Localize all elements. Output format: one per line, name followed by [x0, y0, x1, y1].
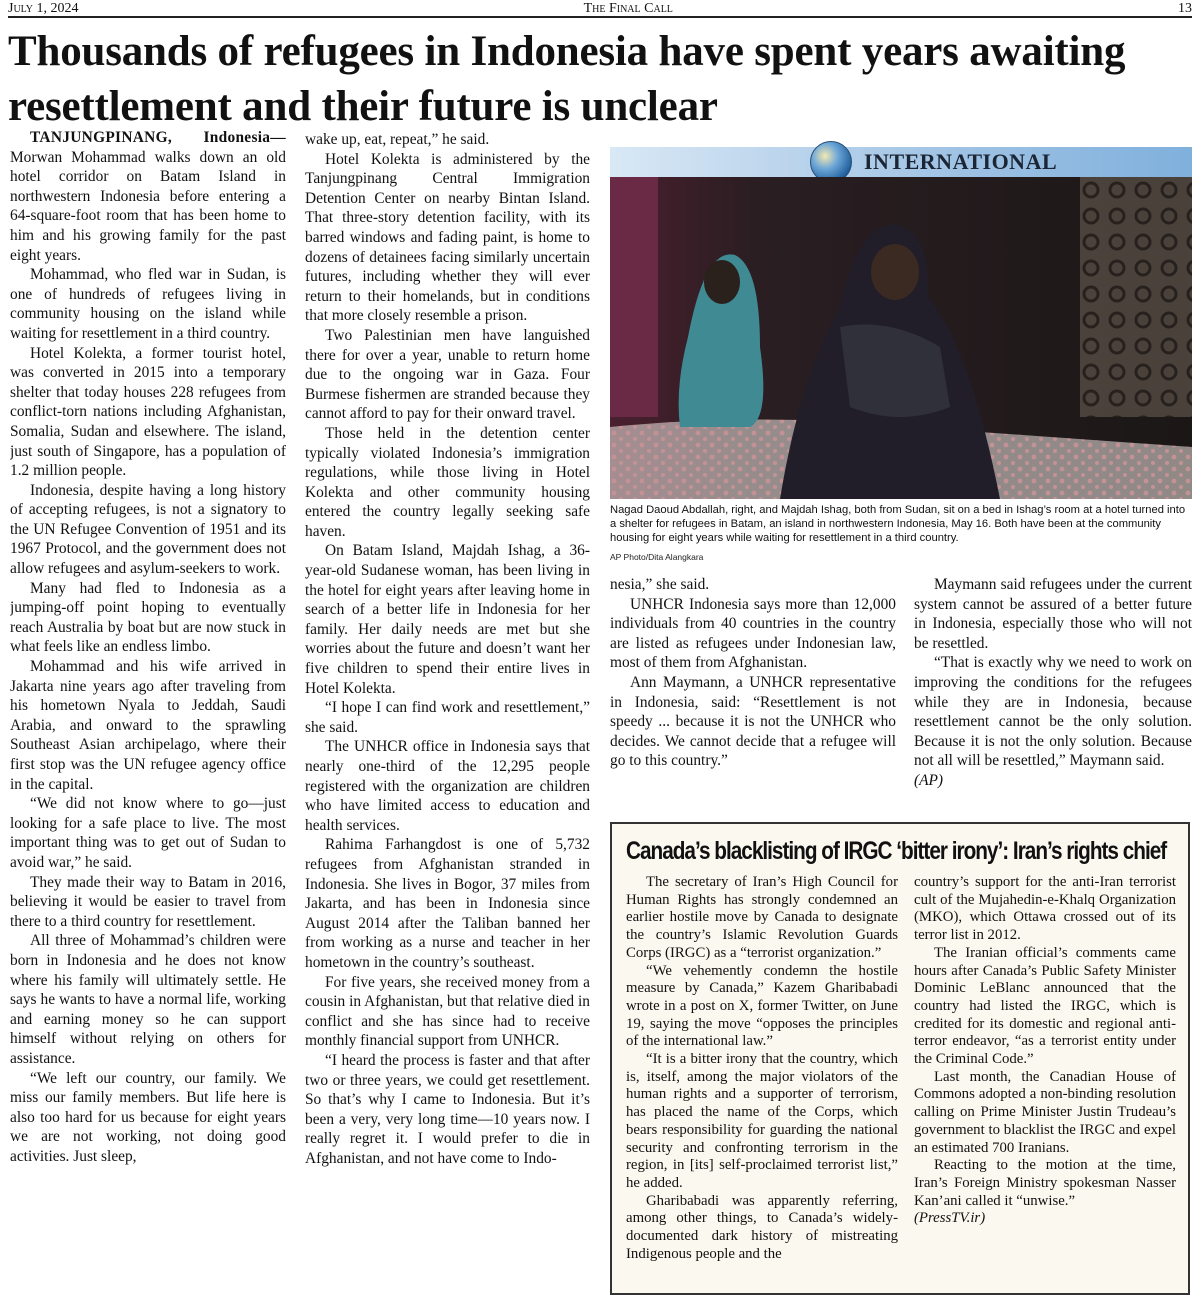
photo-caption: Nagad Daoud Abdallah, right, and Majdah Ishag, both from Sudan, sit on a bed in Ishag’s room at a hotel turned into a shelter for refugees in Batam, an island in northwestern Indonesia, May 16. Both have been at the community housing for eight years while waiting for resettlement in a third country.	[610, 504, 1186, 544]
article-paragraph: Hotel Kolekta is administered by the Tanjungpinang Central Immigration Detention Center on nearby Bintan Island. That three-story detention facility, with its barred windows and fading paint, is home to dozens of detainees facing similarly uncertain futures, including whether they will ever return to their homelands, but in conditions that more closely resemble a prison.	[305, 150, 590, 325]
section-banner	[610, 147, 1192, 177]
main-headline: Thousands of refugees in Indonesia have spent years awaiting resettlement and their future is unclear	[8, 28, 1126, 130]
article-column-3	[610, 575, 896, 815]
article-paragraph: TANJUNGPINANG, Indonesia—Morwan Mohammad walks down an old hotel corridor on Batam Island in northwestern Indonesia before entering a 64-square-foot room that has been home to him and his growing family for the past eight years.	[10, 129, 286, 264]
article-paragraph: Those held in the detention center typically violated Indonesia’s immigration regulations, while those living in Hotel Kolekta and other community housing entered the country legally seeking safe haven.	[305, 424, 590, 540]
article-paragraph: Many had fled to Indonesia as a jumping-off point hoping to eventually reach Australia by boat but are now stuck in what feels like an endless limbo.	[10, 579, 286, 656]
article-paragraph: Maymann said refugees under the current system cannot be assured of a better future in Indonesia, especially those who will not be resettled.	[914, 576, 1192, 652]
sidebar-paragraph: The Iranian official’s comments came hours after Canada’s Public Safety Minister Dominic LeBlanc announced that the country had listed the IRGC, which is credited for its domestic and regional anti-terror endeavor, “as a terrorist entity under the Criminal Code.”	[914, 944, 1176, 1068]
news-photo	[610, 177, 1192, 499]
article-paragraph: For five years, she received money from a cousin in Afghanistan, but that relative died in conflict and she has since had to receive monthly financial support from UNHCR.	[305, 973, 590, 1050]
article-paragraph: “I heard the process is faster and that after two or three years, we could get resettlement. So that’s why I came to Indonesia. But it’s been a very, very long time—10 years now. I really regret it. I would prefer to die in Afghanistan, and not have come to Indo-	[305, 1051, 590, 1167]
sidebar-paragraph: Reacting to the motion at the time, Iran’s Foreign Ministry spokesman Nasser Kan’ani called it “unwise.”	[914, 1157, 1176, 1209]
article-paragraph: “We left our country, our family. We miss our family members. But life here is also too hard for us because for eight years we are not working, not doing good activities. Just sleep,	[10, 1069, 286, 1165]
sidebar-paragraph: Last month, the Canadian House of Commons adopted a non-binding resolution calling on Prime Minister Justin Trudeau’s government to blacklist the IRGC and expel an estimated 700 Iranians.	[914, 1068, 1176, 1156]
sidebar-headline: Canada’s blacklisting of IRGC ‘bitter irony’: Iran’s rights chief	[626, 837, 1167, 865]
dateline: TANJUNGPINANG, Indonesia—	[30, 129, 286, 146]
article-column-1	[10, 128, 286, 1293]
article-paragraph: Indonesia, despite having a long history of accepting refugees, is not a signatory to the UN Refugee Convention of 1951 and its 1967 Protocol, and the government does not allow refugees and asylum-seekers to work.	[10, 481, 286, 578]
article-credit: (AP)	[914, 771, 944, 789]
article-column-4	[914, 575, 1192, 815]
sidebar-story	[610, 822, 1190, 1295]
article-column-2	[305, 130, 590, 1293]
page-number: 13	[1177, 1, 1192, 16]
photo-illustration	[610, 177, 1192, 499]
article-paragraph: Ann Maymann, a UNHCR representative in Indonesia, said: “Resettlement is not speedy ... because it is not the UNHCR who decides. We cannot decide that a refugee will go to this country.”	[610, 673, 896, 770]
article-paragraph: “I hope I can find work and resettlement,” she said.	[305, 699, 590, 736]
sidebar-paragraph: country’s support for the anti-Iran terrorist cult of the Mujahedin-e-Khalq Organization (MKO), which Ottawa crossed out of its terror list in 2012.	[914, 874, 1176, 944]
article-paragraph: They made their way to Batam in 2016, believing it would be easier to travel from there to a third country for resettlement.	[10, 873, 286, 930]
sidebar-column-1	[626, 874, 898, 1294]
article-paragraph: nesia,” she said.	[610, 576, 710, 593]
publication-name: The Final Call	[583, 1, 673, 16]
sidebar-paragraph: The secretary of Iran’s High Council for Human Rights has strongly condemned an earlier hostile move by Canada to designate the country’s Islamic Revolution Guards Corps (IRGC) as a “terrorist organization.”	[626, 874, 898, 961]
issue-date: July 1, 2024	[8, 1, 79, 16]
article-paragraph: On Batam Island, Majdah Ishag, a 36-year-old Sudanese woman, has been living in the hotel for eight years after leaving home in search of a better life in Indonesia for her family. Her daily needs are met but she worries about the future and doesn’t want her five children to spend their entire lives in Hotel Kolekta.	[305, 542, 590, 697]
article-paragraph: Hotel Kolekta, a former tourist hotel, was converted in 2015 into a temporary shelter that today houses 228 refugees from conflict-torn nations including Afghanistan, Somalia, Sudan and elsewhere. The island, just south of Singapore, has a population of 1.2 million people.	[10, 344, 286, 480]
article-paragraph: Two Palestinian men have languished there for over a year, unable to return home due to the ongoing war in Gaza. Four Burmese fishermen are stranded because they cannot afford to pay for their onward travel.	[305, 326, 590, 423]
article-paragraph: Mohammad and his wife arrived in Jakarta nine years ago after traveling from his hometown Nyala to Jeddah, Saudi Arabia, and onward to the sprawling Southeast Asian archipelago, where their first stop was the UN refugee agency office in the capital.	[10, 658, 286, 793]
article-paragraph: The UNHCR office in Indonesia says that nearly one-third of the 12,295 people registered with the organization are children who have limited access to education and health services.	[305, 738, 590, 834]
article-paragraph: wake up, eat, repeat,” he said.	[305, 131, 490, 148]
sidebar-credit: (PressTV.ir)	[914, 1210, 986, 1227]
sidebar-paragraph: Gharibabadi was apparently referring, among other things, to Canada’s widely-documented dark history of mistreating Indigenous people and the	[626, 1192, 898, 1262]
article-paragraph: Rahima Farhangdost is one of 5,732 refugees from Afghanistan stranded in Indonesia. She lives in Bogor, 37 miles from Jakarta, and has been in Indonesia since August 2014 after the Taliban banned her from working as a nurse and teacher in her hometown in the country’s southeast.	[305, 836, 590, 971]
sidebar-paragraph: “It is a bitter irony that the country, which is, itself, among the major violators of the human rights and a supporter of terrorism, has placed the name of the Corps, which bears responsibility for guarding the national security and confronting terrorism in the region, in [its] self-proclaimed terrorist list,” he added.	[626, 1051, 898, 1191]
article-paragraph: UNHCR Indonesia says more than 12,000 individuals from 40 countries in the country are listed as refugees under Indonesian law, most of them from Afghanistan.	[610, 595, 896, 672]
article-paragraph: “That is exactly why we need to work on improving the conditions for the refugees while they are in Indonesia, because resettlement cannot be the only solution. Because it is not the only solution. Because not all will be resettled,” Maymann said.	[914, 654, 1192, 770]
article-paragraph: Mohammad, who fled war in Sudan, is one of hundreds of refugees living in community housing on the island while waiting for resettlement in a third country.	[10, 266, 286, 342]
sidebar-paragraph: “We vehemently condemn the hostile measure by Canada,” Kazem Gharibabadi wrote in a post on X, former Twitter, on June 19, saying the move “opposes the principles of the international law.”	[626, 962, 898, 1050]
sidebar-column-2	[914, 874, 1176, 1294]
section-label: INTERNATIONAL	[864, 149, 1058, 174]
article-paragraph: All three of Mohammad’s children were born in Indonesia and he does not know where his family will ultimately settle. He says he wants to have a normal life, working and earning money so he can support himself without relying on others for assistance.	[10, 932, 286, 1067]
running-head	[8, 0, 1192, 18]
article-paragraph: “We did not know where to go—just looking for a safe place to live. The most important thing was to get out of Sudan to avoid war,” he said.	[10, 795, 286, 871]
photo-credit: AP Photo/Dita Alangkara	[610, 552, 704, 562]
